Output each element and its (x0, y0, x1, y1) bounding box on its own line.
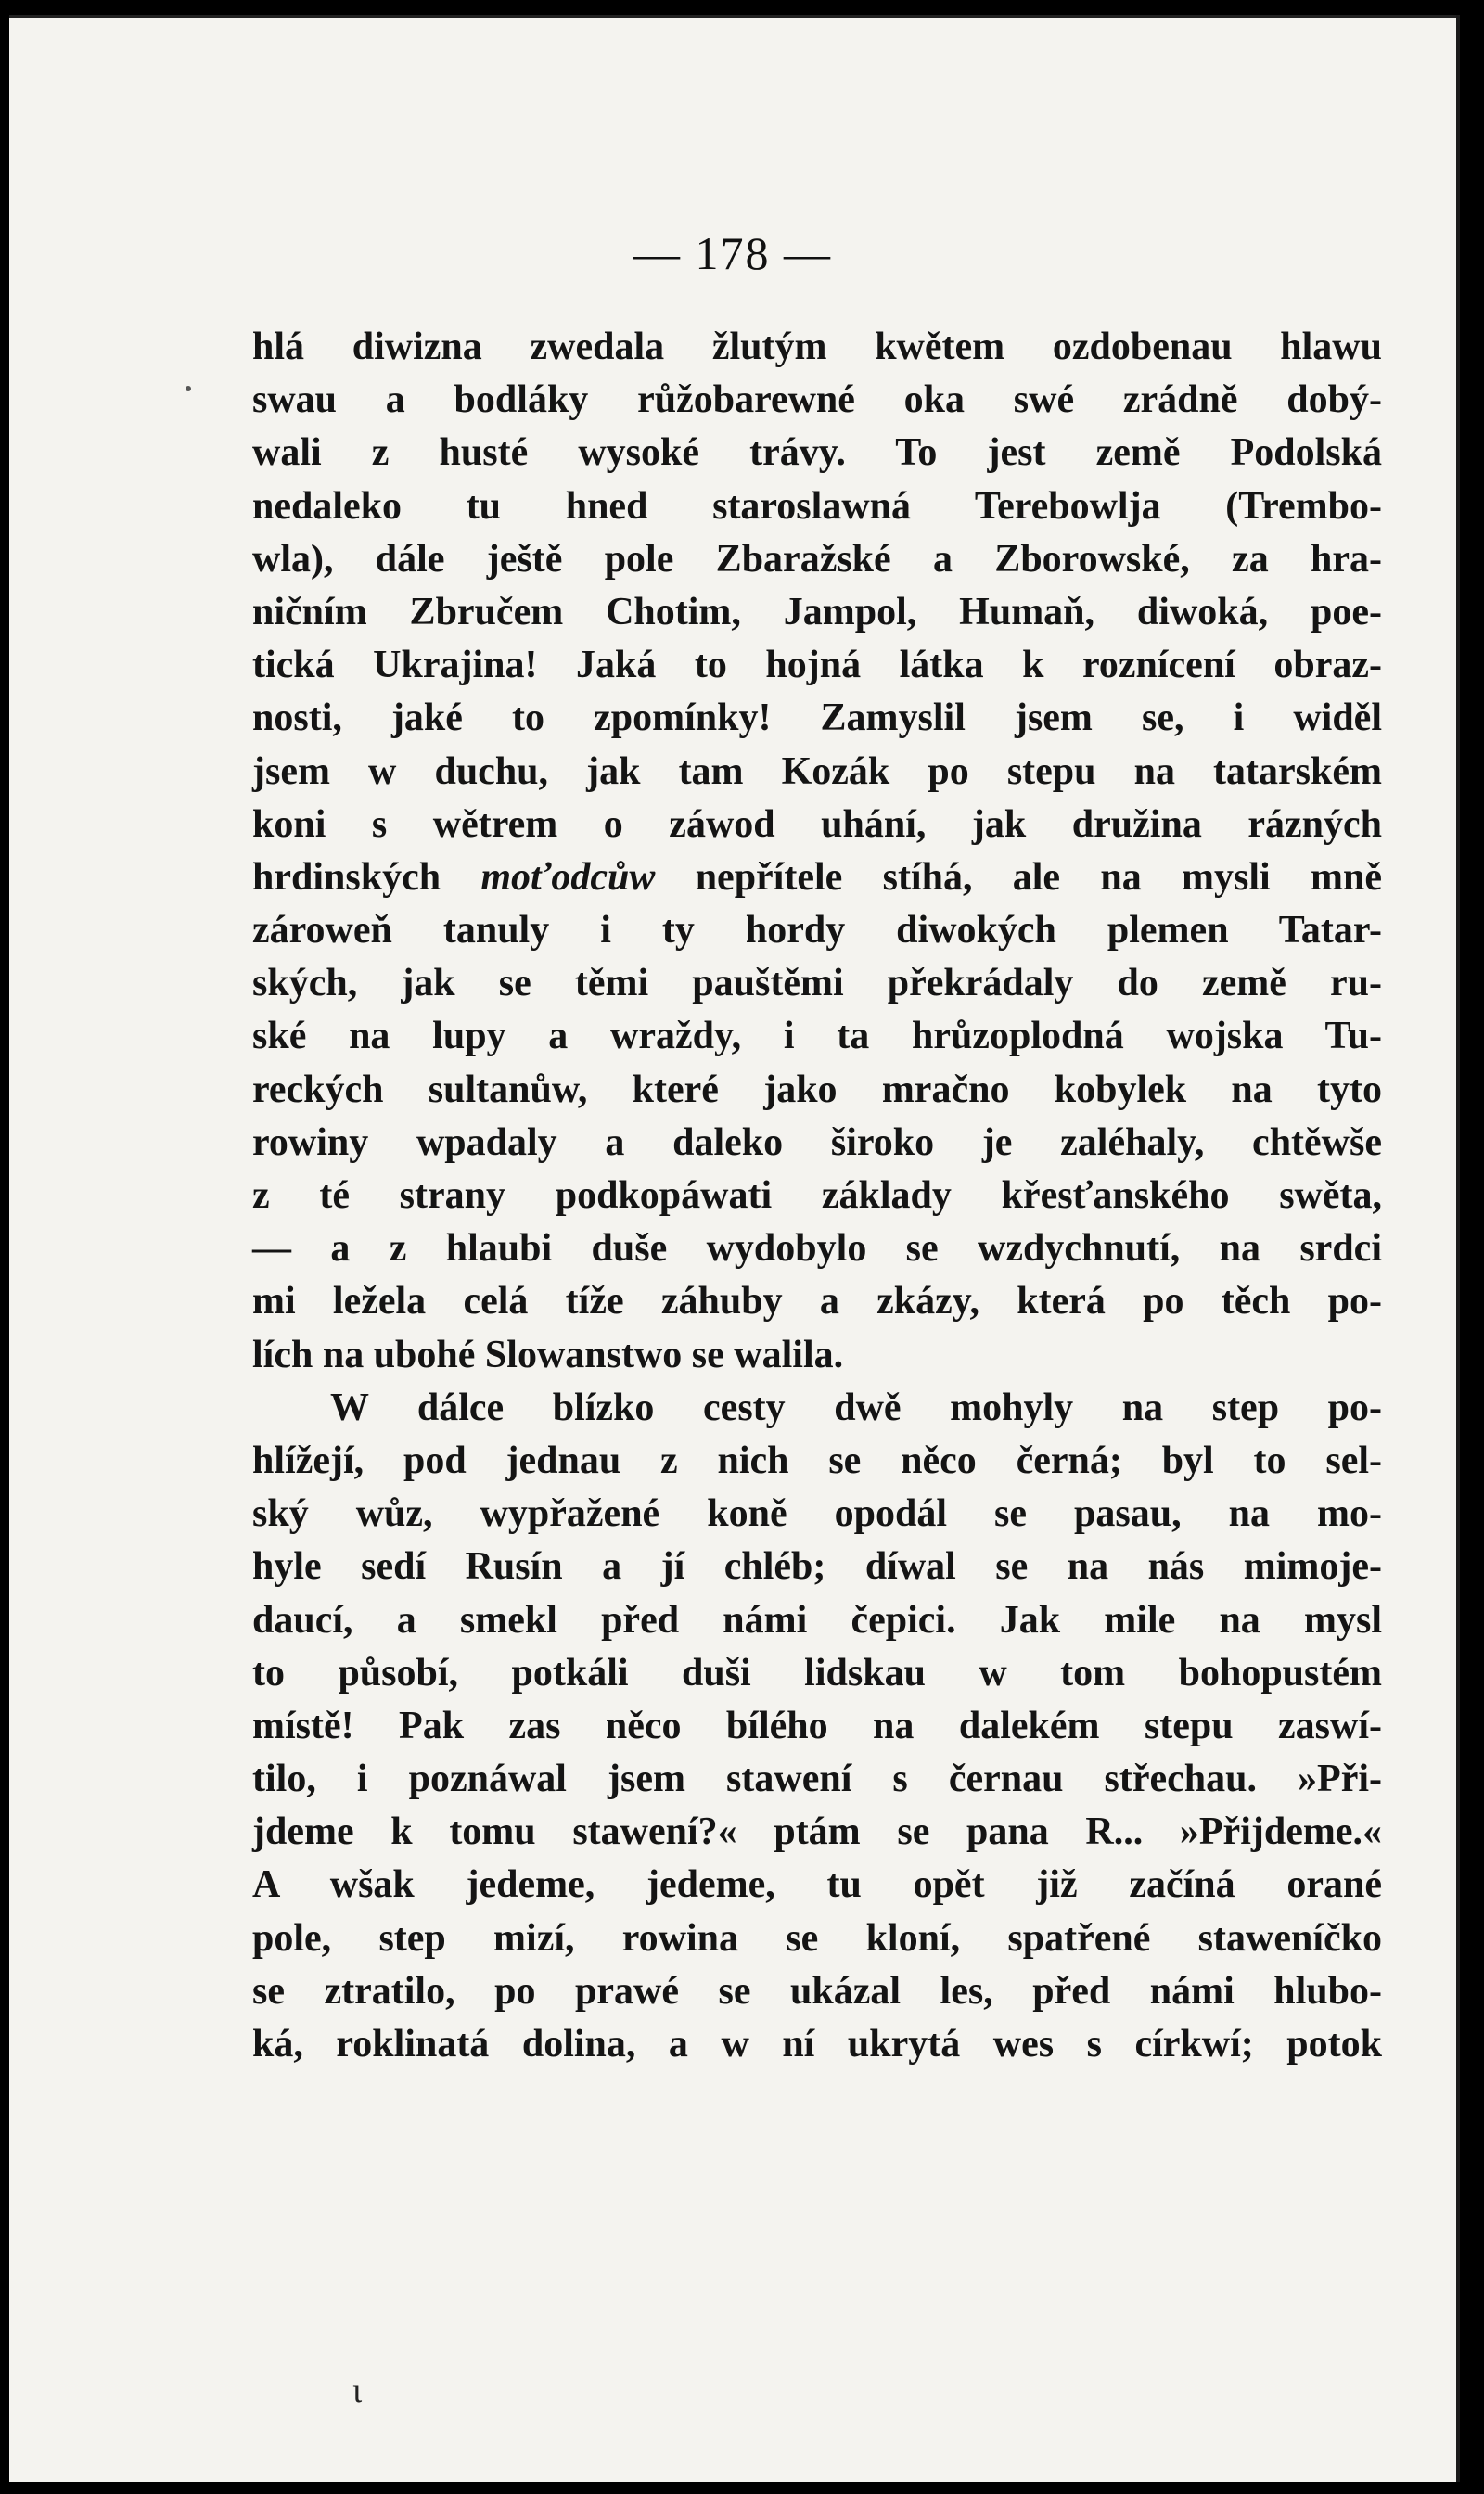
text-line: wla), dále ještě pole Zbaražské a Zborowské, za hra- (252, 537, 1382, 581)
text-line-with-italic: hrdinských moťodcůw nepřítele stíhá, ale na mysli mně (252, 855, 1382, 899)
text-line: nosti, jaké to zpomínky! Zamyslil jsem se, i widěl (252, 697, 1382, 740)
text-line: tilo, i poznáwal jsem stawení s černau střechau. »Při- (252, 1758, 1382, 1801)
text-line: — a z hlaubi duše wydobylo se wzdychnutí, na srdci (252, 1227, 1382, 1271)
text-line: daucí, a smekl před námi čepici. Jak mile na mysl (252, 1598, 1382, 1642)
italic-word: moťodcůw (480, 855, 656, 899)
text-line: ká, roklinatá dolina, a w ní ukrytá wes s církwí; potok (252, 2023, 1382, 2066)
paragraph-start-line: W dálce blízko cesty dwě mohyly na step po- (330, 1386, 1382, 1429)
text-line: hlížejí, pod jednau z nich se něco černá; byl to sel- (252, 1439, 1382, 1482)
text-line: ský wůz, wypřažené koně opodál se pasau, na mo- (252, 1492, 1382, 1536)
body-text (252, 321, 1382, 2071)
text-line: jdeme k tomu stawení?« ptám se pana R... »Přijdeme.« (252, 1810, 1382, 1854)
text-line: koni s wětrem o záwod uhání, jak družina rázných (252, 802, 1382, 846)
text-line: z té strany podkopáwati základy křesťanského swěta, (252, 1174, 1382, 1217)
page-number-header: — 178 — (633, 227, 832, 279)
text-line: A wšak jedeme, jedeme, tu opět již začíná orané (252, 1863, 1382, 1907)
text-line: rowiny wpadaly a daleko široko je zaléhaly, chtěwše (252, 1120, 1382, 1164)
ink-speck (186, 386, 191, 391)
text-line: nedaleko tu hned staroslawná Terebowlja (Trembo- (252, 484, 1382, 528)
text-line: se ztratilo, po prawé se ukázal les, před námi hlubo- (252, 1969, 1382, 2013)
text-line: ničním Zbručem Chotim, Jampol, Humaň, diwoká, poe- (252, 590, 1382, 633)
text-line: místě! Pak zas něco bílého na dalekém stepu zaswí- (252, 1704, 1382, 1747)
text-line: zároweň tanuly i ty hordy diwokých plemen Tatar- (252, 909, 1382, 953)
footer-ink-mark: ι (352, 2372, 363, 2411)
text-line: wali z husté wysoké trávy. To jest země Podolská (252, 431, 1382, 475)
text-line: hyle sedí Rusín a jí chléb; díwal se na nás mimoje- (252, 1545, 1382, 1589)
paragraph-end-line: lích na ubohé Slowanstwo se walila. (252, 1333, 844, 1376)
text-line: hlá diwizna zwedala žlutým kwětem ozdobenau hlawu (252, 326, 1382, 368)
text-line: mi ležela celá tíže záhuby a zkázy, která po těch po- (252, 1280, 1382, 1324)
text-line: ských, jak se těmi pauštěmi překrádaly do země ru- (252, 962, 1382, 1005)
text-line: swau a bodláky růžobarewné oka swé zrádně dobý- (252, 378, 1382, 422)
book-page (9, 15, 1460, 2482)
text-line: reckých sultanůw, které jako mračno kobylek na tyto (252, 1068, 1382, 1111)
text-line: to působí, potkáli duši lidskau w tom bohopustém (252, 1651, 1382, 1695)
text-line: tická Ukrajina! Jaká to hojná látka k roznícení obraz- (252, 644, 1382, 687)
text-line: pole, step mizí, rowina se kloní, spatřené staweníčko (252, 1916, 1382, 1960)
top-edge-rule (9, 15, 1456, 18)
text-line: jsem w duchu, jak tam Kozák po stepu na tatarském (252, 749, 1382, 793)
text-line: ské na lupy a wraždy, i ta hrůzoplodná wojska Tu- (252, 1015, 1382, 1058)
